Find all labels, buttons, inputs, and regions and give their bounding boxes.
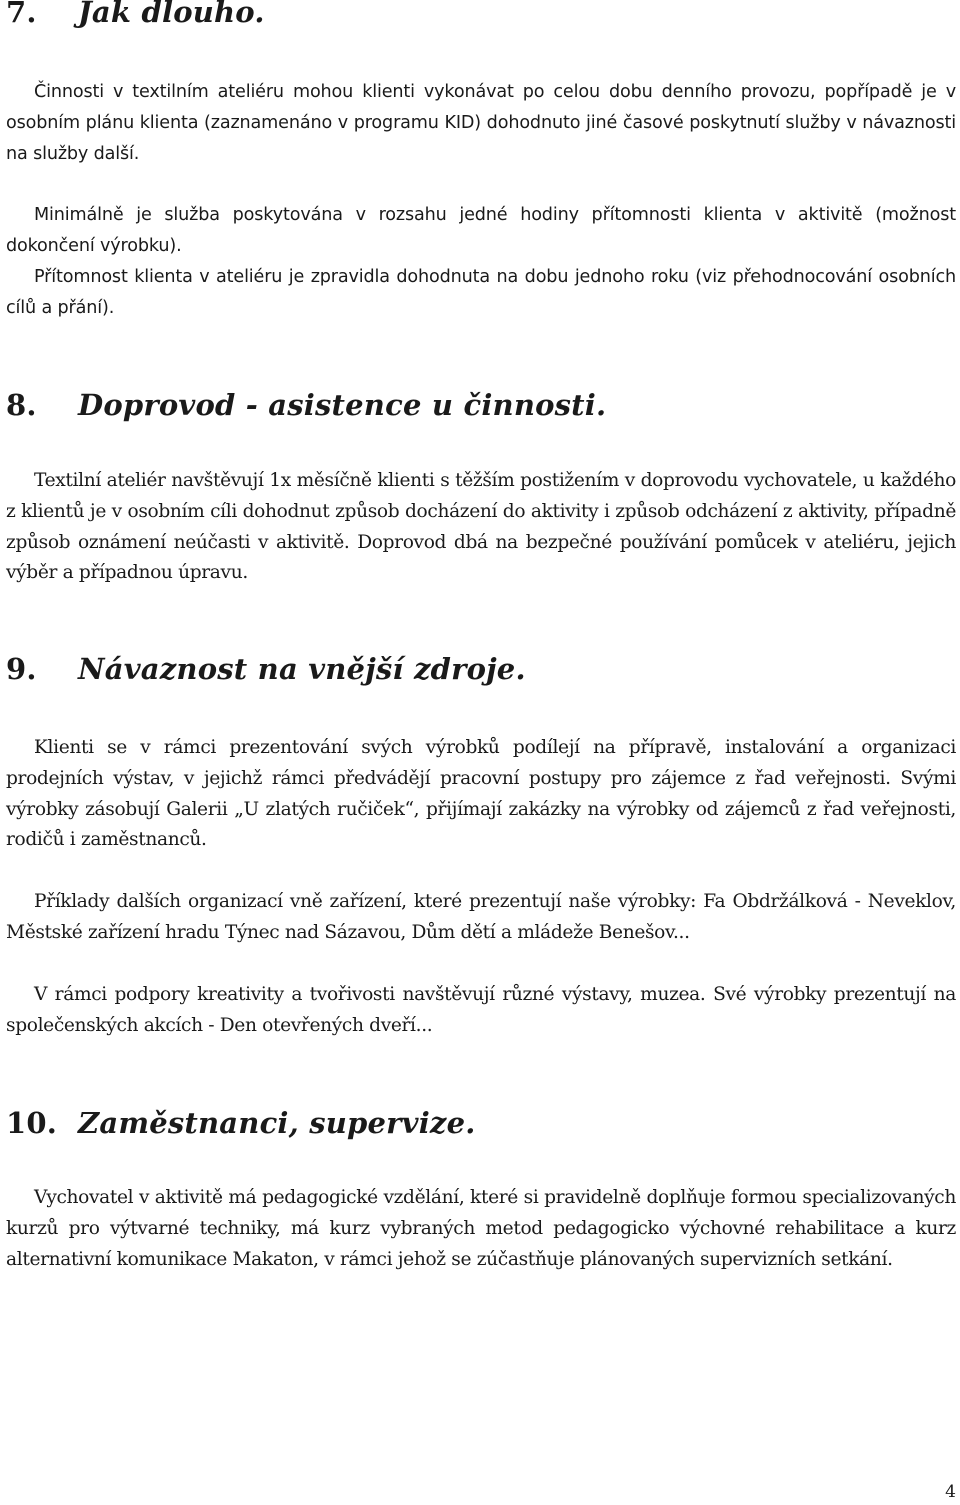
section-9-number: 9. — [6, 652, 37, 686]
section-7-paragraph-3: Přítomnost klienta v ateliéru je zpravidla dohodnuta na dobu jednoho roku (viz přehodnocování osobních cílů a přání). — [6, 267, 956, 318]
section-9-title: Návaznost na vnější zdroje. — [78, 652, 526, 686]
section-8-title: Doprovod - asistence u činnosti. — [78, 388, 607, 422]
section-8-heading — [6, 387, 606, 423]
section-10-title: Zaměstnanci, supervize. — [78, 1106, 476, 1140]
section-10-number: 10. — [6, 1106, 58, 1140]
section-7-paragraph-1: Činnosti v textilním ateliéru mohou klienti vykonávat po celou dobu denního provozu, popřípadě je v osobním plánu klienta (zaznamenáno v programu KID) dohodnuto jiné časové poskytnutí služby v návaznosti na služby další. — [6, 82, 956, 164]
section-9-paragraph-2: Příklady dalších organizací vně zařízení, které prezentují naše výrobky: Fa Obdržálková - Neveklov, Městské zařízení hradu Týnec nad Sázavou, Dům dětí a mládeže Benešov... — [6, 891, 956, 943]
section-9-paragraph-1: Klienti se v rámci prezentování svých výrobků podílejí na přípravě, instalování a organizaci prodejních výstav, v jejichž rámci předvádějí pracovní postupy pro zájemce z řad veřejnosti. Svými výrobky zásobují Galerii „U zlatých ručiček“, přijímají zakázky na výrobky od zájemců z řad veřejnosti, rodičů i zaměstnanců. — [6, 737, 956, 851]
section-9-heading — [6, 651, 526, 687]
section-7-heading — [6, 0, 265, 30]
section-7-number: 7. — [6, 0, 37, 29]
page-number: 4 — [945, 1482, 956, 1502]
section-10-heading — [6, 1105, 476, 1141]
section-7-title: Jak dlouho. — [78, 0, 265, 29]
section-10-paragraph-1: Vychovatel v aktivitě má pedagogické vzdělání, které si pravidelně doplňuje formou specializovaných kurzů pro výtvarné techniky, má kurz vybraných metod pedagogicko výchovné rehabilitace a kurz alternativní komunikace Makaton, v rámci jehož se zúčastňuje plánovaných supervizních setkání. — [6, 1187, 956, 1270]
section-8-paragraph-1: Textilní ateliér navštěvují 1x měsíčně klienti s těžším postižením v doprovodu vychovatele, u každého z klientů je v osobním cíli dohodnut způsob docházení do aktivity i způsob odcházení z aktivity, případně způsob oznámení neúčasti v aktivitě. Doprovod dbá na bezpečné používání pomůcek v ateliéru, jejich výběr a případnou úpravu. — [6, 470, 956, 584]
section-8-number: 8. — [6, 388, 37, 422]
section-7-paragraph-2: Minimálně je služba poskytována v rozsahu jedné hodiny přítomnosti klienta v aktivitě (možnost dokončení výrobku). — [6, 205, 956, 256]
section-9-paragraph-3: V rámci podpory kreativity a tvořivosti navštěvují různé výstavy, muzea. Své výrobky prezentují na společenských akcích - Den otevřených dveří... — [6, 984, 956, 1036]
